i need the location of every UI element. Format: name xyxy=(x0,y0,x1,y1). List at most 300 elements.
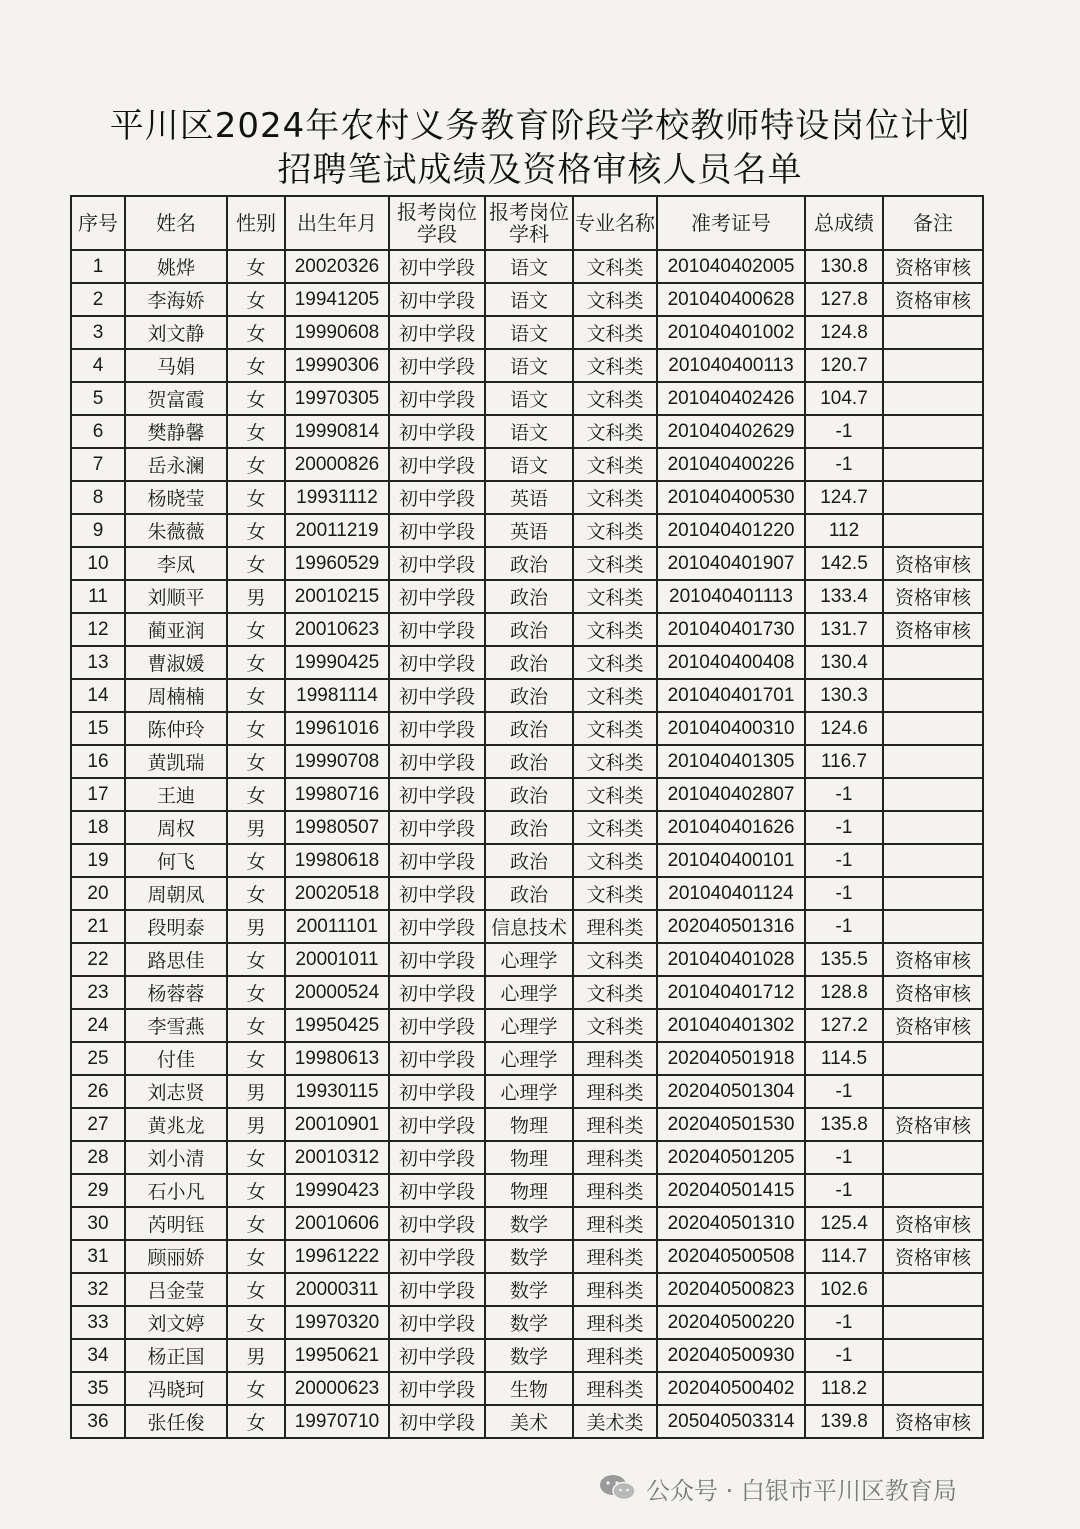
cell-subj: 语文 xyxy=(485,415,573,448)
cell-seq: 7 xyxy=(71,448,125,481)
cell-name: 杨蓉蓉 xyxy=(125,976,227,1009)
cell-birth: 20010901 xyxy=(285,1108,389,1141)
cell-seq: 15 xyxy=(71,712,125,745)
cell-seq: 33 xyxy=(71,1306,125,1339)
table-row xyxy=(71,1042,983,1075)
cell-subj: 数学 xyxy=(485,1273,573,1306)
cell-stage: 初中学段 xyxy=(389,580,485,613)
cell-major: 文科类 xyxy=(573,448,657,481)
cell-seq: 29 xyxy=(71,1174,125,1207)
cell-subj: 政治 xyxy=(485,778,573,811)
cell-subj: 物理 xyxy=(485,1108,573,1141)
cell-note: 资格审核 xyxy=(883,1207,983,1240)
cell-note xyxy=(883,910,983,943)
cell-major: 理科类 xyxy=(573,1339,657,1372)
cell-stage: 初中学段 xyxy=(389,943,485,976)
cell-seq: 9 xyxy=(71,514,125,547)
cell-gender: 女 xyxy=(227,1207,285,1240)
cell-note xyxy=(883,646,983,679)
cell-major: 文科类 xyxy=(573,481,657,514)
cell-subj: 心理学 xyxy=(485,1042,573,1075)
table-row xyxy=(71,679,983,712)
cell-ticket: 201040402629 xyxy=(657,415,805,448)
cell-score: 120.7 xyxy=(805,349,883,382)
cell-seq: 28 xyxy=(71,1141,125,1174)
cell-birth: 19931112 xyxy=(285,481,389,514)
cell-stage: 初中学段 xyxy=(389,877,485,910)
cell-stage: 初中学段 xyxy=(389,646,485,679)
cell-subj: 政治 xyxy=(485,679,573,712)
cell-name: 刘文婷 xyxy=(125,1306,227,1339)
cell-stage: 初中学段 xyxy=(389,250,485,283)
cell-major: 文科类 xyxy=(573,745,657,778)
cell-gender: 女 xyxy=(227,349,285,382)
cell-name: 岳永澜 xyxy=(125,448,227,481)
table-row xyxy=(71,646,983,679)
watermark xyxy=(598,1468,957,1508)
cell-score: 133.4 xyxy=(805,580,883,613)
cell-name: 曹淑媛 xyxy=(125,646,227,679)
cell-seq: 22 xyxy=(71,943,125,976)
cell-subj: 心理学 xyxy=(485,943,573,976)
wechat-icon xyxy=(598,1473,638,1503)
cell-seq: 10 xyxy=(71,547,125,580)
cell-note: 资格审核 xyxy=(883,547,983,580)
cell-birth: 19980613 xyxy=(285,1042,389,1075)
cell-birth: 20000311 xyxy=(285,1273,389,1306)
table-row xyxy=(71,1075,983,1108)
cell-stage: 初中学段 xyxy=(389,1306,485,1339)
cell-ticket: 202040500823 xyxy=(657,1273,805,1306)
cell-ticket: 202040500508 xyxy=(657,1240,805,1273)
cell-note xyxy=(883,1042,983,1075)
cell-ticket: 201040401305 xyxy=(657,745,805,778)
cell-gender: 男 xyxy=(227,1108,285,1141)
cell-gender: 女 xyxy=(227,943,285,976)
cell-score: -1 xyxy=(805,1339,883,1372)
document-subtitle: 招聘笔试成绩及资格审核人员名单 xyxy=(277,150,803,190)
cell-ticket: 201040401124 xyxy=(657,877,805,910)
cell-score: -1 xyxy=(805,1141,883,1174)
table-row xyxy=(71,712,983,745)
cell-birth: 19970320 xyxy=(285,1306,389,1339)
cell-name: 马娟 xyxy=(125,349,227,382)
cell-major: 理科类 xyxy=(573,1108,657,1141)
cell-score: -1 xyxy=(805,778,883,811)
cell-seq: 2 xyxy=(71,283,125,316)
cell-gender: 女 xyxy=(227,1174,285,1207)
cell-score: 127.8 xyxy=(805,283,883,316)
cell-score: -1 xyxy=(805,844,883,877)
cell-subj: 政治 xyxy=(485,844,573,877)
cell-name: 周朝凤 xyxy=(125,877,227,910)
table-row xyxy=(71,1009,983,1042)
cell-stage: 初中学段 xyxy=(389,448,485,481)
cell-ticket: 201040401730 xyxy=(657,613,805,646)
table-row xyxy=(71,1372,983,1405)
cell-ticket: 202040500220 xyxy=(657,1306,805,1339)
cell-name: 刘志贤 xyxy=(125,1075,227,1108)
cell-ticket: 201040401712 xyxy=(657,976,805,1009)
cell-score: 130.4 xyxy=(805,646,883,679)
cell-note xyxy=(883,811,983,844)
cell-seq: 3 xyxy=(71,316,125,349)
cell-gender: 男 xyxy=(227,910,285,943)
cell-note xyxy=(883,745,983,778)
cell-gender: 女 xyxy=(227,316,285,349)
cell-name: 周权 xyxy=(125,811,227,844)
cell-stage: 初中学段 xyxy=(389,316,485,349)
table-row xyxy=(71,481,983,514)
cell-seq: 36 xyxy=(71,1405,125,1438)
header-major: 专业名称 xyxy=(573,196,657,250)
cell-birth: 19980507 xyxy=(285,811,389,844)
cell-seq: 19 xyxy=(71,844,125,877)
cell-ticket: 201040400530 xyxy=(657,481,805,514)
cell-score: 135.8 xyxy=(805,1108,883,1141)
cell-name: 姚烨 xyxy=(125,250,227,283)
cell-seq: 5 xyxy=(71,382,125,415)
cell-note xyxy=(883,382,983,415)
cell-major: 理科类 xyxy=(573,1306,657,1339)
cell-subj: 语文 xyxy=(485,349,573,382)
cell-ticket: 202040501415 xyxy=(657,1174,805,1207)
cell-major: 文科类 xyxy=(573,514,657,547)
cell-name: 陈仲玲 xyxy=(125,712,227,745)
cell-major: 理科类 xyxy=(573,1141,657,1174)
cell-gender: 女 xyxy=(227,877,285,910)
cell-ticket: 202040500930 xyxy=(657,1339,805,1372)
cell-ticket: 202040501304 xyxy=(657,1075,805,1108)
cell-score: -1 xyxy=(805,811,883,844)
cell-note xyxy=(883,1306,983,1339)
cell-subj: 政治 xyxy=(485,712,573,745)
cell-seq: 21 xyxy=(71,910,125,943)
cell-ticket: 202040501205 xyxy=(657,1141,805,1174)
cell-ticket: 201040401302 xyxy=(657,1009,805,1042)
table-row xyxy=(71,844,983,877)
cell-stage: 初中学段 xyxy=(389,1372,485,1405)
cell-score: 124.7 xyxy=(805,481,883,514)
cell-gender: 男 xyxy=(227,1075,285,1108)
cell-ticket: 201040401002 xyxy=(657,316,805,349)
cell-score: 142.5 xyxy=(805,547,883,580)
cell-stage: 初中学段 xyxy=(389,613,485,646)
cell-seq: 13 xyxy=(71,646,125,679)
cell-major: 美术类 xyxy=(573,1405,657,1438)
cell-gender: 女 xyxy=(227,1042,285,1075)
table-row xyxy=(71,580,983,613)
cell-seq: 12 xyxy=(71,613,125,646)
cell-gender: 男 xyxy=(227,811,285,844)
cell-ticket: 201040402005 xyxy=(657,250,805,283)
cell-stage: 初中学段 xyxy=(389,844,485,877)
cell-ticket: 202040501310 xyxy=(657,1207,805,1240)
cell-major: 文科类 xyxy=(573,349,657,382)
cell-name: 张任俊 xyxy=(125,1405,227,1438)
cell-gender: 男 xyxy=(227,580,285,613)
cell-subj: 政治 xyxy=(485,580,573,613)
cell-major: 文科类 xyxy=(573,580,657,613)
cell-major: 理科类 xyxy=(573,910,657,943)
cell-score: 135.5 xyxy=(805,943,883,976)
cell-seq: 8 xyxy=(71,481,125,514)
cell-name: 杨晓莹 xyxy=(125,481,227,514)
header-ticket: 准考证号 xyxy=(657,196,805,250)
cell-seq: 31 xyxy=(71,1240,125,1273)
header-score: 总成绩 xyxy=(805,196,883,250)
cell-major: 理科类 xyxy=(573,1042,657,1075)
cell-score: 130.3 xyxy=(805,679,883,712)
cell-gender: 女 xyxy=(227,646,285,679)
cell-subj: 政治 xyxy=(485,547,573,580)
cell-name: 蔺亚润 xyxy=(125,613,227,646)
cell-ticket: 201040401701 xyxy=(657,679,805,712)
cell-note xyxy=(883,712,983,745)
table-row xyxy=(71,547,983,580)
cell-birth: 20011219 xyxy=(285,514,389,547)
cell-note xyxy=(883,877,983,910)
document-title: 平川区2024年农村义务教育阶段学校教师特设岗位计划 xyxy=(109,106,971,146)
cell-stage: 初中学段 xyxy=(389,745,485,778)
cell-score: -1 xyxy=(805,877,883,910)
cell-subj: 生物 xyxy=(485,1372,573,1405)
table-row xyxy=(71,283,983,316)
cell-subj: 语文 xyxy=(485,316,573,349)
cell-note: 资格审核 xyxy=(883,1240,983,1273)
cell-major: 文科类 xyxy=(573,943,657,976)
cell-major: 文科类 xyxy=(573,712,657,745)
cell-score: -1 xyxy=(805,1075,883,1108)
table-row xyxy=(71,943,983,976)
header-subj: 报考岗位学科 xyxy=(485,196,573,250)
table-row xyxy=(71,811,983,844)
cell-stage: 初中学段 xyxy=(389,1273,485,1306)
cell-subj: 心理学 xyxy=(485,1009,573,1042)
cell-ticket: 201040402426 xyxy=(657,382,805,415)
cell-score: -1 xyxy=(805,448,883,481)
cell-stage: 初中学段 xyxy=(389,1207,485,1240)
cell-note xyxy=(883,1273,983,1306)
cell-ticket: 202040501918 xyxy=(657,1042,805,1075)
header-seq: 序号 xyxy=(71,196,125,250)
cell-name: 吕金莹 xyxy=(125,1273,227,1306)
cell-stage: 初中学段 xyxy=(389,811,485,844)
cell-stage: 初中学段 xyxy=(389,1108,485,1141)
cell-score: 125.4 xyxy=(805,1207,883,1240)
cell-seq: 14 xyxy=(71,679,125,712)
cell-subj: 政治 xyxy=(485,811,573,844)
cell-subj: 物理 xyxy=(485,1141,573,1174)
cell-subj: 政治 xyxy=(485,877,573,910)
cell-score: -1 xyxy=(805,415,883,448)
cell-gender: 女 xyxy=(227,382,285,415)
table-row xyxy=(71,382,983,415)
table-row xyxy=(71,976,983,1009)
cell-subj: 语文 xyxy=(485,382,573,415)
cell-note: 资格审核 xyxy=(883,1009,983,1042)
cell-birth: 19961016 xyxy=(285,712,389,745)
cell-name: 路思佳 xyxy=(125,943,227,976)
cell-subj: 政治 xyxy=(485,613,573,646)
cell-gender: 女 xyxy=(227,712,285,745)
cell-gender: 女 xyxy=(227,778,285,811)
cell-birth: 20010215 xyxy=(285,580,389,613)
cell-name: 段明泰 xyxy=(125,910,227,943)
cell-gender: 女 xyxy=(227,1372,285,1405)
table-header-row xyxy=(71,196,983,250)
cell-note: 资格审核 xyxy=(883,580,983,613)
cell-seq: 25 xyxy=(71,1042,125,1075)
cell-score: 112 xyxy=(805,514,883,547)
cell-seq: 35 xyxy=(71,1372,125,1405)
table-row xyxy=(71,1108,983,1141)
cell-score: 130.8 xyxy=(805,250,883,283)
cell-subj: 心理学 xyxy=(485,976,573,1009)
cell-major: 文科类 xyxy=(573,811,657,844)
cell-note: 资格审核 xyxy=(883,943,983,976)
cell-birth: 19990708 xyxy=(285,745,389,778)
cell-birth: 19961222 xyxy=(285,1240,389,1273)
cell-gender: 女 xyxy=(227,547,285,580)
header-name: 姓名 xyxy=(125,196,227,250)
cell-birth: 19990425 xyxy=(285,646,389,679)
cell-subj: 政治 xyxy=(485,745,573,778)
cell-score: 104.7 xyxy=(805,382,883,415)
cell-name: 王迪 xyxy=(125,778,227,811)
cell-score: 139.8 xyxy=(805,1405,883,1438)
cell-score: 118.2 xyxy=(805,1372,883,1405)
cell-note xyxy=(883,1372,983,1405)
cell-stage: 初中学段 xyxy=(389,712,485,745)
cell-ticket: 202040500402 xyxy=(657,1372,805,1405)
cell-stage: 初中学段 xyxy=(389,1339,485,1372)
cell-birth: 19950621 xyxy=(285,1339,389,1372)
cell-stage: 初中学段 xyxy=(389,283,485,316)
cell-subj: 英语 xyxy=(485,514,573,547)
cell-stage: 初中学段 xyxy=(389,382,485,415)
table-row xyxy=(71,448,983,481)
cell-birth: 20000826 xyxy=(285,448,389,481)
cell-major: 理科类 xyxy=(573,1273,657,1306)
cell-major: 文科类 xyxy=(573,547,657,580)
cell-gender: 男 xyxy=(227,1339,285,1372)
table-row xyxy=(71,250,983,283)
cell-seq: 23 xyxy=(71,976,125,1009)
cell-name: 李雪燕 xyxy=(125,1009,227,1042)
cell-major: 文科类 xyxy=(573,646,657,679)
cell-ticket: 201040401113 xyxy=(657,580,805,613)
cell-stage: 初中学段 xyxy=(389,1405,485,1438)
cell-stage: 初中学段 xyxy=(389,1141,485,1174)
cell-note: 资格审核 xyxy=(883,283,983,316)
cell-major: 理科类 xyxy=(573,1174,657,1207)
cell-seq: 4 xyxy=(71,349,125,382)
cell-note: 资格审核 xyxy=(883,250,983,283)
cell-name: 芮明钰 xyxy=(125,1207,227,1240)
cell-name: 李海娇 xyxy=(125,283,227,316)
cell-note xyxy=(883,1075,983,1108)
cell-score: 124.6 xyxy=(805,712,883,745)
cell-birth: 19930115 xyxy=(285,1075,389,1108)
cell-major: 文科类 xyxy=(573,283,657,316)
cell-stage: 初中学段 xyxy=(389,976,485,1009)
cell-gender: 女 xyxy=(227,613,285,646)
cell-birth: 20000524 xyxy=(285,976,389,1009)
cell-major: 文科类 xyxy=(573,250,657,283)
cell-score: 128.8 xyxy=(805,976,883,1009)
table-row xyxy=(71,1273,983,1306)
cell-seq: 24 xyxy=(71,1009,125,1042)
cell-score: -1 xyxy=(805,1306,883,1339)
cell-birth: 20000623 xyxy=(285,1372,389,1405)
cell-note xyxy=(883,481,983,514)
table-row xyxy=(71,415,983,448)
cell-name: 刘小清 xyxy=(125,1141,227,1174)
cell-birth: 20020326 xyxy=(285,250,389,283)
cell-seq: 16 xyxy=(71,745,125,778)
table-row xyxy=(71,316,983,349)
cell-subj: 数学 xyxy=(485,1207,573,1240)
cell-subj: 语文 xyxy=(485,448,573,481)
cell-birth: 19990423 xyxy=(285,1174,389,1207)
cell-subj: 语文 xyxy=(485,283,573,316)
cell-birth: 20010312 xyxy=(285,1141,389,1174)
cell-seq: 1 xyxy=(71,250,125,283)
table-row xyxy=(71,910,983,943)
cell-note xyxy=(883,844,983,877)
cell-ticket: 201040400408 xyxy=(657,646,805,679)
cell-ticket: 201040401626 xyxy=(657,811,805,844)
cell-name: 顾丽娇 xyxy=(125,1240,227,1273)
table-row xyxy=(71,514,983,547)
cell-ticket: 201040400226 xyxy=(657,448,805,481)
cell-stage: 初中学段 xyxy=(389,415,485,448)
cell-seq: 18 xyxy=(71,811,125,844)
cell-subj: 英语 xyxy=(485,481,573,514)
cell-gender: 女 xyxy=(227,679,285,712)
cell-note xyxy=(883,349,983,382)
cell-gender: 女 xyxy=(227,415,285,448)
cell-birth: 19950425 xyxy=(285,1009,389,1042)
cell-subj: 政治 xyxy=(485,646,573,679)
cell-name: 刘顺平 xyxy=(125,580,227,613)
cell-birth: 20011101 xyxy=(285,910,389,943)
cell-major: 文科类 xyxy=(573,316,657,349)
cell-ticket: 205040503314 xyxy=(657,1405,805,1438)
cell-subj: 心理学 xyxy=(485,1075,573,1108)
cell-ticket: 201040400628 xyxy=(657,283,805,316)
table-row xyxy=(71,1174,983,1207)
cell-note xyxy=(883,1141,983,1174)
cell-major: 文科类 xyxy=(573,844,657,877)
cell-ticket: 201040400310 xyxy=(657,712,805,745)
cell-stage: 初中学段 xyxy=(389,778,485,811)
cell-birth: 19980618 xyxy=(285,844,389,877)
cell-birth: 19990306 xyxy=(285,349,389,382)
cell-note xyxy=(883,778,983,811)
cell-major: 文科类 xyxy=(573,613,657,646)
cell-stage: 初中学段 xyxy=(389,481,485,514)
cell-gender: 女 xyxy=(227,1273,285,1306)
table-row xyxy=(71,778,983,811)
cell-birth: 20010623 xyxy=(285,613,389,646)
cell-ticket: 201040402807 xyxy=(657,778,805,811)
table-row xyxy=(71,613,983,646)
cell-score: -1 xyxy=(805,1174,883,1207)
cell-major: 文科类 xyxy=(573,976,657,1009)
header-gender: 性别 xyxy=(227,196,285,250)
